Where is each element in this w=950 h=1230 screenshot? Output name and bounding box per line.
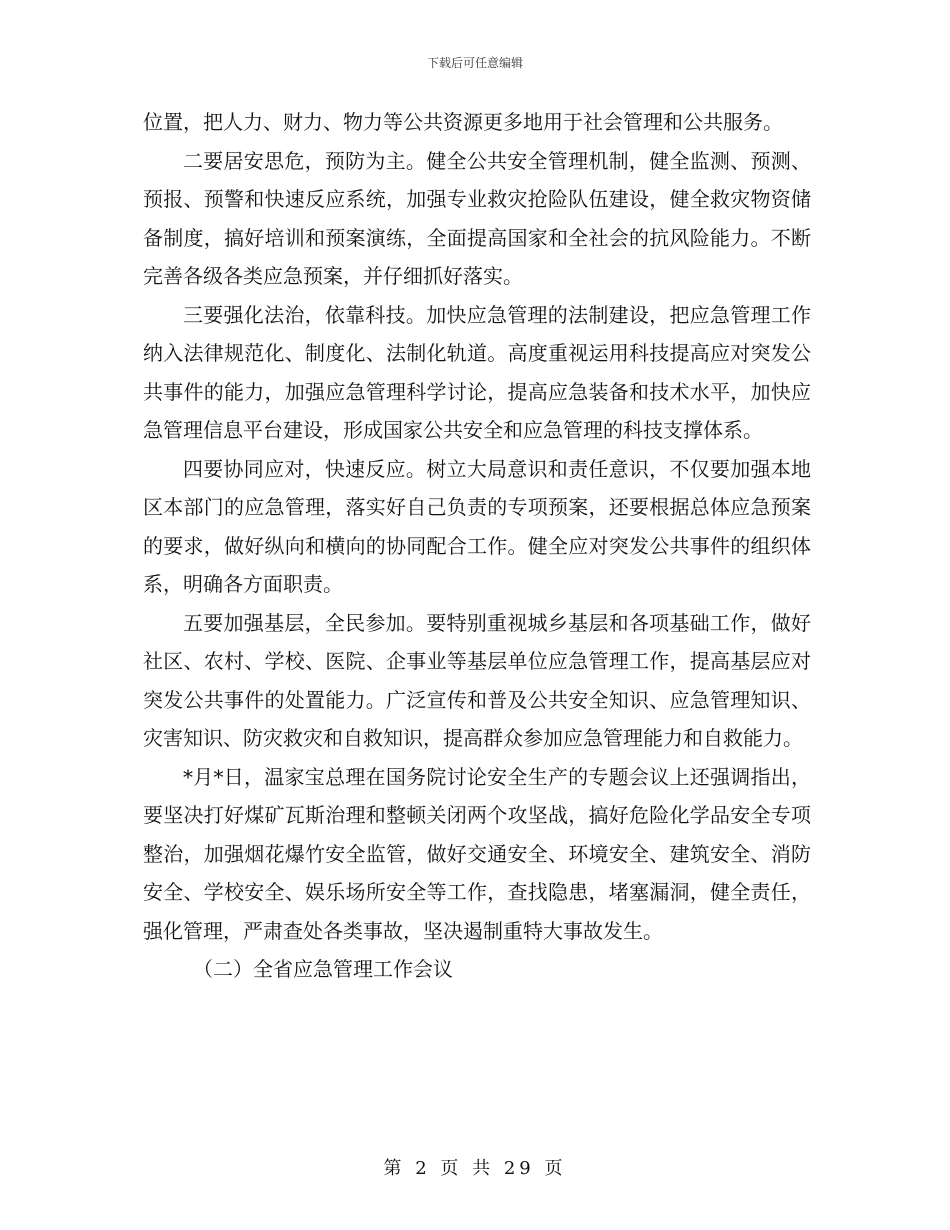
paragraph-point-five: 五要加强基层，全民参加。要特别重视城乡基层和各项基础工作，做好社区、农村、学校、医院、企事业等基层单位应急管理工作，提高基层应对突发公共事件的处置能力。广泛宣传和普及公共安全知识、应急管理知识、灾害知识、防灾救灾和自救知识，提高群众参加应急管理能力和自救能力。 [143,610,811,750]
paragraph-point-four: 四要协同应对，快速反应。树立大局意识和责任意识，不仅要加强本地区本部门的应急管理，落实好自己负责的专项预案，还要根据总体应急预案的要求，做好纵向和横向的协同配合工作。健全应对突发公共事件的组织体系，明确各方面职责。 [143,456,811,596]
document-body [143,103,811,989]
page-header: 下载后可任意编辑 [426,56,523,70]
paragraph-continued: 位置，把人力、财力、物力等公共资源更多地用于社会管理和公共服务。 [143,110,783,134]
paragraph-premier-remarks: *月*日，温家宝总理在国务院讨论安全生产的专题会议上还强调指出，要坚决打好煤矿瓦斯治理和整顿关闭两个攻坚战，搞好危险化学品安全专项整治，加强烟花爆竹安全监管，做好交通安全、环境安全、建筑安全、消防安全、学校安全、娱乐场所安全等工作，查找隐患，堵塞漏洞，健全责任，强化管理，严肃查处各类事故，坚决遏制重特大事故发生。 [143,764,811,943]
section-subheading: （二）全省应急管理工作会议 [193,957,453,981]
page-footer: 第 2 页 共 29 页 [383,1158,567,1179]
paragraph-point-two: 二要居安思危，预防为主。健全公共安全管理机制，健全监测、预测、预报、预警和快速反应系统，加强专业救灾抢险队伍建设，健全救灾物资储备制度，搞好培训和预案演练，全面提高国家和全社会的抗风险能力。不断完善各级各类应急预案，并仔细抓好落实。 [143,148,811,288]
paragraph-point-three: 三要强化法治，依靠科技。加快应急管理的法制建设，把应急管理工作纳入法律规范化、制度化、法制化轨道。高度重视运用科技提高应对突发公共事件的能力，加强应急管理科学讨论，提高应急装备和技术水平，加快应急管理信息平台建设，形成国家公共安全和应急管理的科技支撑体系。 [143,302,811,442]
